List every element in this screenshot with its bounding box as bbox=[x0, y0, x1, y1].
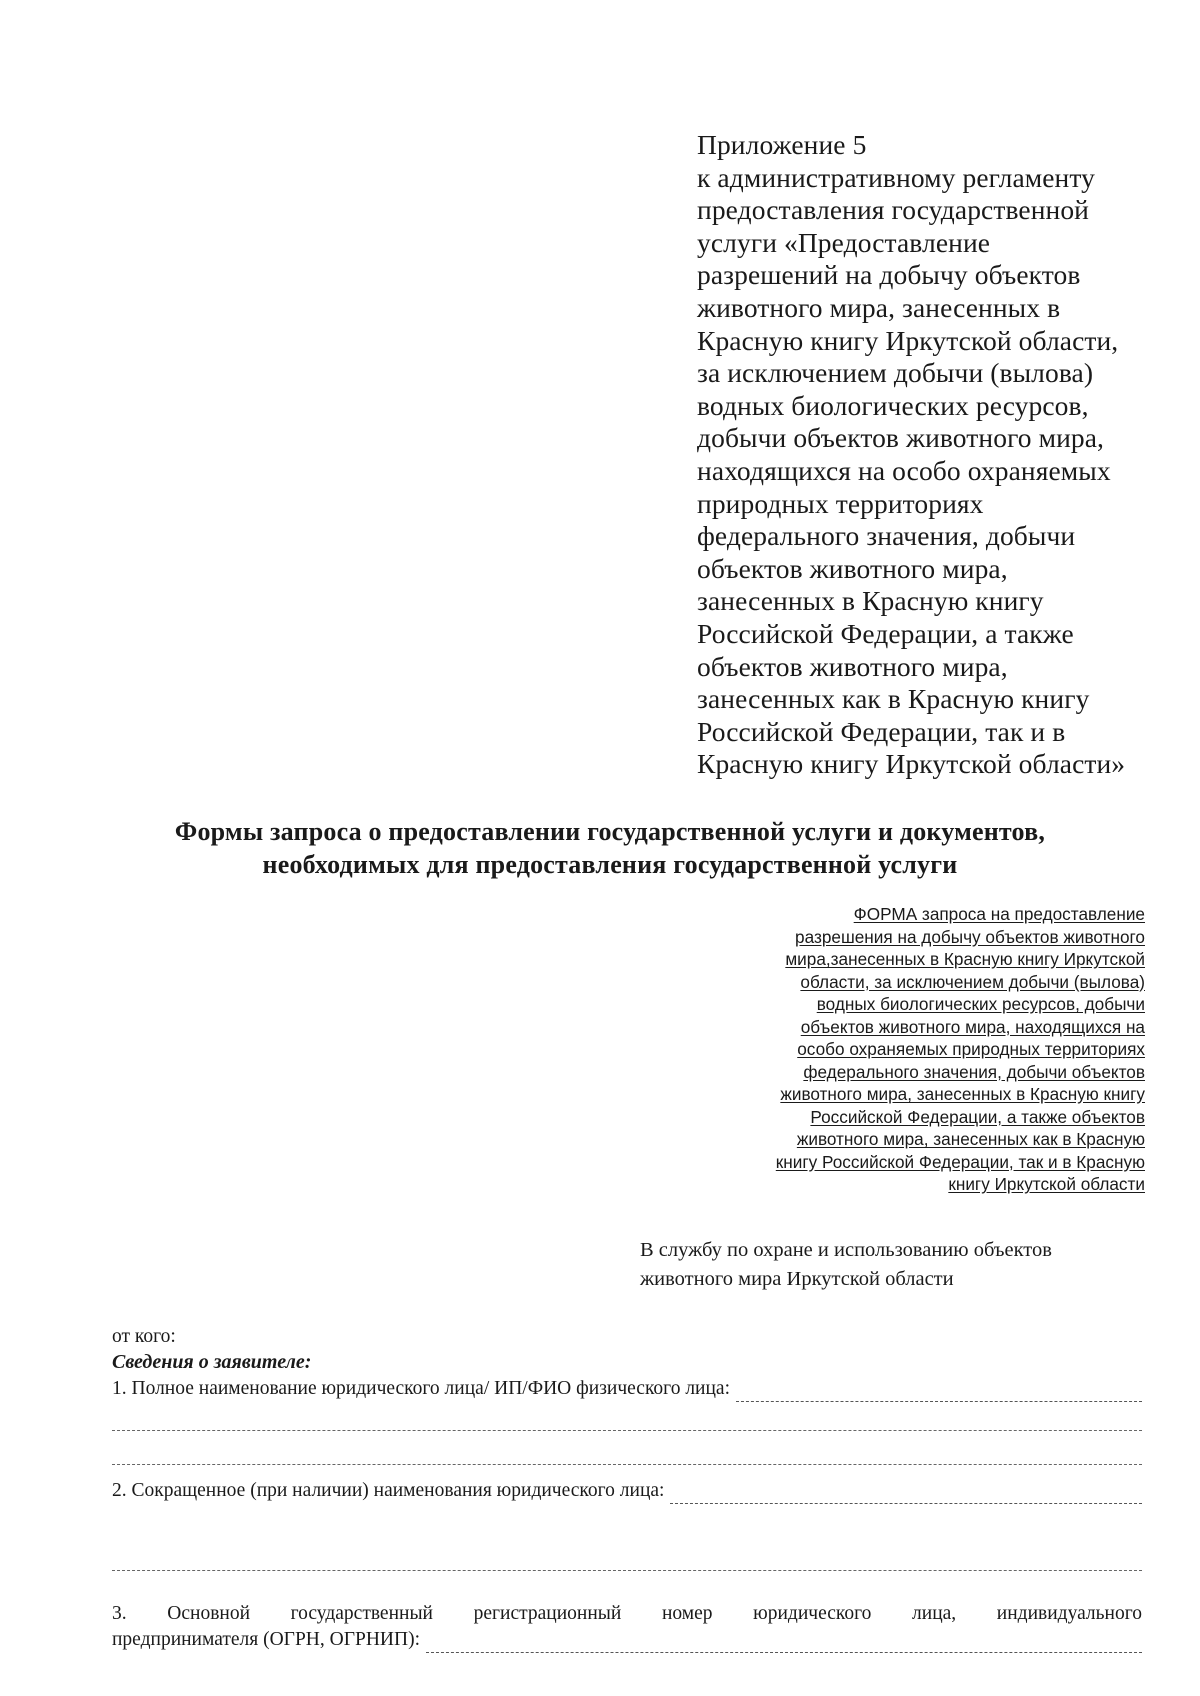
form-caption-line: книгу Российской Федерации, так и в Красную bbox=[775, 1151, 1145, 1172]
form-caption-line: книгу Иркутской области bbox=[948, 1174, 1145, 1194]
addressee-line: животного мира Иркутской области bbox=[640, 1268, 954, 1290]
form-caption-line: животного мира, занесенных в Красную книгу bbox=[780, 1084, 1145, 1104]
field-ogrn-label-line1: 3. Основной государственный регистрационный номер юридического лица, индивидуального bbox=[112, 1603, 1142, 1624]
appendix-line: объектов животного мира, bbox=[697, 650, 1008, 682]
field-ogrn-blank[interactable] bbox=[426, 1634, 1142, 1653]
form-caption-line: мира,занесенных в Красную книгу Иркутской bbox=[785, 949, 1145, 969]
appendix-line: находящихся на особо охраняемых bbox=[697, 454, 1111, 486]
appendix-line: за исключением добычи (вылова) bbox=[697, 357, 1094, 389]
title-line: Формы запроса о предоставлении государственной услуги и документов, bbox=[174, 817, 1046, 846]
form-caption-line: области, за исключением добычи (вылова) bbox=[800, 971, 1145, 992]
appendix-line: Приложение 5 bbox=[697, 129, 867, 160]
field-full-name-blank[interactable] bbox=[736, 1383, 1142, 1402]
appendix-line: федерального значения, добычи bbox=[697, 520, 1076, 552]
form-caption-line: ФОРМА запроса на предоставление bbox=[853, 904, 1145, 924]
form-caption-line: особо охраняемых природных территориях bbox=[797, 1039, 1145, 1059]
field-ogrn bbox=[112, 1627, 1142, 1653]
field-full-name-label: 1. Полное наименование юридического лица/ ИП/ФИО физического лица: bbox=[112, 1378, 730, 1399]
from-label: от кого: bbox=[112, 1326, 176, 1347]
addressee-line: В службу по охране и использованию объектов bbox=[640, 1239, 1052, 1261]
appendix-note bbox=[697, 129, 1137, 781]
form-caption-line: федерального значения, добычи объектов bbox=[803, 1061, 1145, 1082]
form-caption-line: разрешения на добычу объектов животного bbox=[795, 926, 1145, 947]
form-caption-line: животного мира, занесенных как в Красную bbox=[796, 1129, 1145, 1149]
field-short-name-label: 2. Сокращенное (при наличии) наименования юридического лица: bbox=[112, 1480, 665, 1501]
appendix-line: к административному регламенту bbox=[697, 161, 1095, 193]
appendix-line: Российской Федерации, а также bbox=[697, 617, 1074, 649]
appendix-line: Российской Федерации, так и в bbox=[697, 715, 1066, 747]
form-caption bbox=[650, 903, 1145, 1196]
appendix-line: Красную книгу Иркутской области, bbox=[697, 324, 1119, 356]
appendix-line: природных территориях bbox=[697, 487, 984, 519]
field-full-name bbox=[112, 1376, 1142, 1402]
appendix-line: Красную книгу Иркутской области» bbox=[697, 748, 1126, 780]
field-short-name-blank-line[interactable] bbox=[112, 1570, 1142, 1571]
appendix-line: услуги «Предоставление bbox=[697, 226, 991, 258]
form-caption-line: водных биологических ресурсов, добычи bbox=[816, 994, 1145, 1014]
field-full-name-blank-line[interactable] bbox=[112, 1464, 1142, 1465]
applicant-heading: Сведения о заявителе: bbox=[112, 1351, 312, 1373]
title-line: необходимых для предоставления государственной услуги bbox=[262, 850, 958, 879]
appendix-line: объектов животного мира, bbox=[697, 552, 1008, 584]
form-caption-line: объектов животного мира, находящихся на bbox=[800, 1016, 1145, 1037]
appendix-line: водных биологических ресурсов, bbox=[697, 389, 1089, 421]
appendix-line: разрешений на добычу объектов bbox=[697, 259, 1081, 291]
addressee bbox=[640, 1236, 1150, 1294]
appendix-line: предоставления государственной bbox=[697, 194, 1090, 226]
appendix-line: животного мира, занесенных в bbox=[697, 291, 1061, 323]
appendix-line: занесенных в Красную книгу bbox=[697, 585, 1044, 617]
field-short-name-blank[interactable] bbox=[670, 1485, 1142, 1504]
document-title bbox=[110, 815, 1110, 881]
field-ogrn-label-line2: предпринимателя (ОГРН, ОГРНИП): bbox=[112, 1629, 420, 1650]
form-caption-line: Российской Федерации, а также объектов bbox=[810, 1106, 1145, 1127]
field-full-name-blank-line[interactable] bbox=[112, 1430, 1142, 1431]
appendix-line: добычи объектов животного мира, bbox=[697, 422, 1105, 454]
appendix-line: занесенных как в Красную книгу bbox=[697, 683, 1090, 715]
field-short-name bbox=[112, 1478, 1142, 1504]
